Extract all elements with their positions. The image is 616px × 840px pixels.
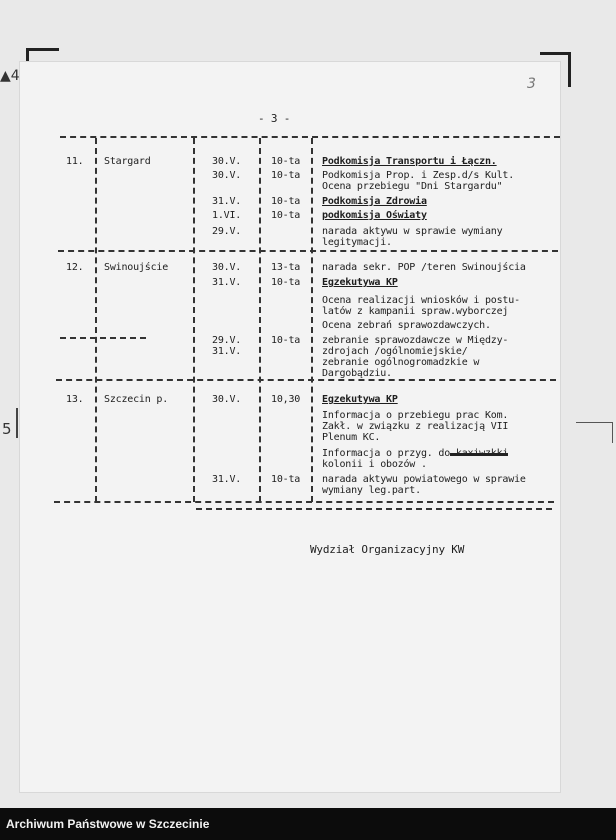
column-rule-3 — [259, 138, 261, 502]
entry-text: Plenum KC. — [322, 432, 381, 443]
page-corner-number: 3 — [527, 76, 536, 92]
entry-time: 10-ta — [271, 196, 301, 207]
table-top-rule — [60, 136, 560, 138]
entry-date: 30.V. — [212, 170, 242, 181]
entry-date: 1.VI. — [212, 210, 242, 221]
entry-date: 31.V. — [212, 346, 242, 357]
entry-text: Dargobądziu. — [322, 368, 392, 379]
row-divider-11-12 — [58, 250, 558, 252]
entry-date: 30.V. — [212, 394, 242, 405]
entry-text: Informacja o przyg. do kaxiwzkki — [322, 448, 509, 459]
signature: Wydział Organizacyjny KW — [310, 543, 465, 556]
entry-time: 10-ta — [271, 210, 301, 221]
entry-text: Egzekutywa KP — [322, 394, 398, 405]
column-rule-4 — [311, 138, 313, 502]
row-number: 13. — [66, 394, 84, 405]
entry-date: 31.V. — [212, 196, 242, 207]
struck-out-word: kaxiwzkki — [450, 448, 509, 459]
entry-text: narada sekr. POP /teren Swinoujścia — [322, 262, 526, 273]
entry-date: 29.V. — [212, 226, 242, 237]
entry-text: Egzekutywa KP — [322, 277, 398, 288]
entry-text: Podkomisja Transportu i Łączn. — [322, 156, 497, 167]
entry-date: 30.V. — [212, 262, 242, 273]
entry-text: zdrojach /ogólnomiejskie/ — [322, 346, 468, 357]
entry-time: 10-ta — [271, 474, 301, 485]
crop-mark-right-middle — [576, 422, 613, 443]
entry-text: kolonii i obozów . — [322, 459, 427, 470]
margin-mark-top-left: ▲4 — [0, 68, 20, 84]
entry-text: zebranie sprawozdawcze w Między- — [322, 335, 509, 346]
entry-text: Podkomisja Prop. i Zesp.d/s Kult. — [322, 170, 515, 181]
entry-time: 10-ta — [271, 335, 301, 346]
page-number: - 3 - — [258, 112, 291, 125]
entry-text: Ocena zebrań sprawozdawczych. — [322, 320, 491, 331]
table-bottom-rule — [54, 501, 554, 503]
entry-text: Podkomisja Zdrowia — [322, 196, 427, 207]
entry-text: zebranie ogólnogromadzkie w — [322, 357, 480, 368]
row-number: 11. — [66, 156, 84, 167]
column-rule-1 — [95, 138, 97, 502]
row-place: Swinoujście — [104, 262, 169, 273]
entry-time: 10-ta — [271, 156, 301, 167]
row-place: Szczecin p. — [104, 394, 169, 405]
entry-time: 13-ta — [271, 262, 301, 273]
entry-text: Informacja o przebiegu prac Kom. — [322, 410, 509, 421]
entry-time: 10-ta — [271, 277, 301, 288]
table-bottom-rule-short — [196, 508, 552, 510]
margin-mark-left-middle: 5 — [2, 420, 12, 438]
row-number: 12. — [66, 262, 84, 273]
archive-footer — [0, 808, 616, 840]
entry-text: podkomisja Oświaty — [322, 210, 427, 221]
entry-date: 29.V. — [212, 335, 242, 346]
row-divider-12-13 — [56, 379, 556, 381]
entry-text: Ocena przebiegu "Dni Stargardu" — [322, 181, 503, 192]
entry-time: 10-ta — [271, 170, 301, 181]
entry-date: 31.V. — [212, 474, 242, 485]
row-place: Stargard — [104, 156, 151, 167]
entry-date: 31.V. — [212, 277, 242, 288]
entry-time: 10,30 — [271, 394, 301, 405]
entry-text: wymiany leg.part. — [322, 485, 421, 496]
entry-text: legitymacji. — [322, 237, 392, 248]
entry-text: narada aktywu w sprawie wymiany — [322, 226, 503, 237]
entry-text: Ocena realizacji wniosków i postu- — [322, 295, 520, 306]
entry-text: latów z kampanii spraw.wyborczej — [322, 306, 509, 317]
entry-date: 30.V. — [212, 156, 242, 167]
column-rule-2 — [193, 138, 195, 502]
entry-text: Zakł. w związku z realizacją VII — [322, 421, 509, 432]
archive-footer-text: Archiwum Państwowe w Szczecinie — [6, 817, 210, 831]
entry-text: narada aktywu powiatowego w sprawie — [322, 474, 526, 485]
row-divider-12-partial — [60, 337, 146, 339]
